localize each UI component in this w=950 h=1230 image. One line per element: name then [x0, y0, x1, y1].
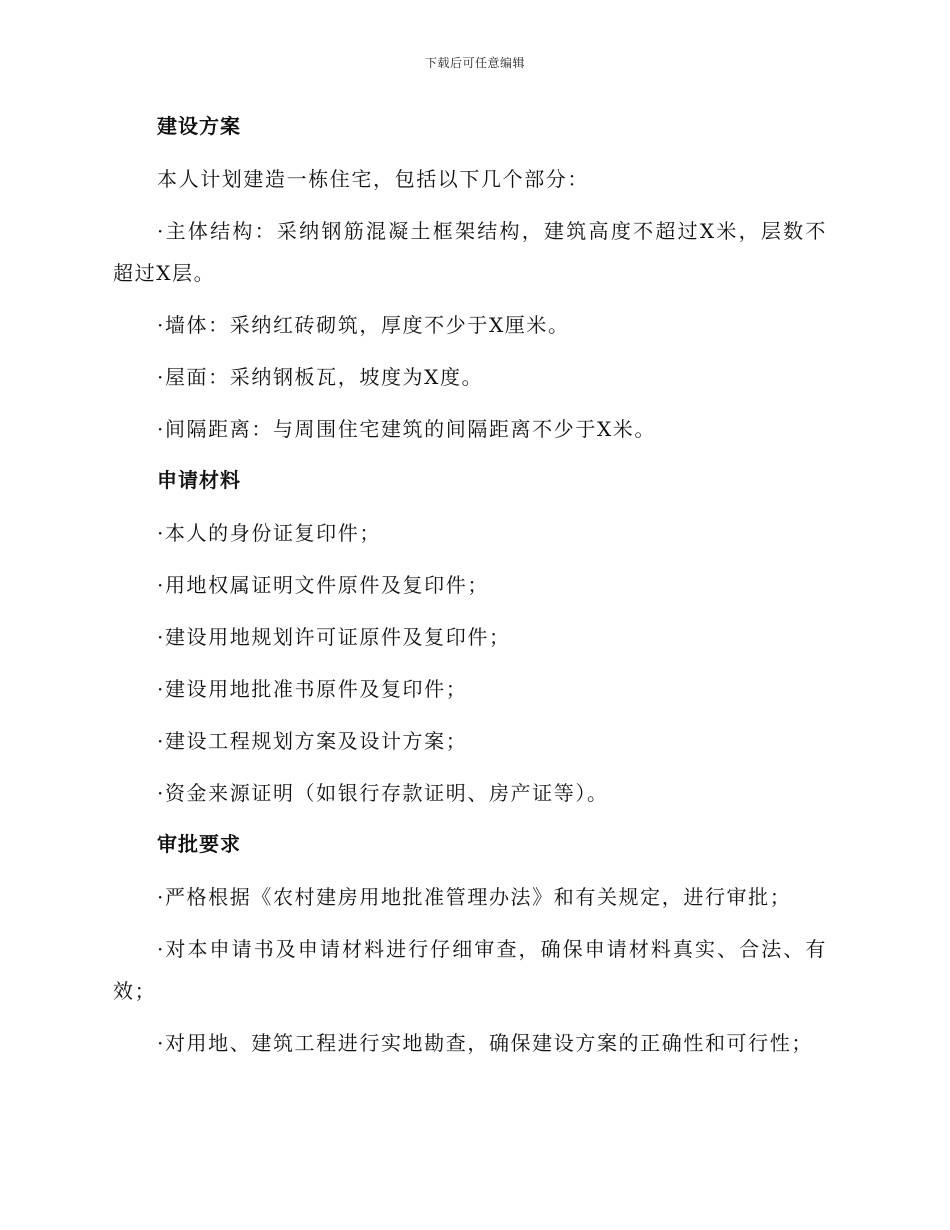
paragraph: ·严格根据《农村建房用地批准管理办法》和有关规定，进行审批； — [157, 885, 792, 909]
paragraph: 本人计划建造一栋住宅，包括以下几个部分： — [157, 167, 589, 191]
paragraph: ·建设工程规划方案及设计方案； — [157, 729, 468, 753]
section-construction-plan — [113, 106, 827, 450]
section-heading: 建设方案 — [157, 114, 241, 138]
paragraph: ·对本申请书及申请材料进行仔细审查，确保申请材料真实、合法、有效； — [113, 937, 827, 1003]
section-application-materials — [113, 460, 827, 814]
paragraph: ·本人的身份证复印件； — [157, 521, 381, 545]
paragraph: ·主体结构：采纳钢筋混凝土框架结构，建筑高度不超过X米，层数不超过X层。 — [113, 219, 827, 285]
paragraph: ·建设用地规划许可证原件及复印件； — [157, 625, 511, 649]
section-heading: 申请材料 — [157, 468, 241, 492]
paragraph: ·对用地、建筑工程进行实地勘查，确保建设方案的正确性和可行性； — [157, 1031, 813, 1055]
paragraph: ·建设用地批准书原件及复印件； — [157, 677, 468, 701]
document-body — [113, 106, 827, 1074]
section-heading: 审批要求 — [157, 832, 241, 856]
section-approval-requirements — [113, 824, 827, 1064]
paragraph: ·墙体：采纳红砖砌筑，厚度不少于X厘米。 — [157, 313, 570, 337]
paragraph: ·屋面：采纳钢板瓦，坡度为X度。 — [157, 365, 484, 389]
header-note: 下载后可任意编辑 — [424, 56, 525, 70]
paragraph: ·资金来源证明（如银行存款证明、房产证等）。 — [157, 781, 609, 805]
paragraph: ·用地权属证明文件原件及复印件； — [157, 573, 489, 597]
paragraph: ·间隔距离：与周围住宅建筑的间隔距离不少于X米。 — [157, 417, 656, 441]
